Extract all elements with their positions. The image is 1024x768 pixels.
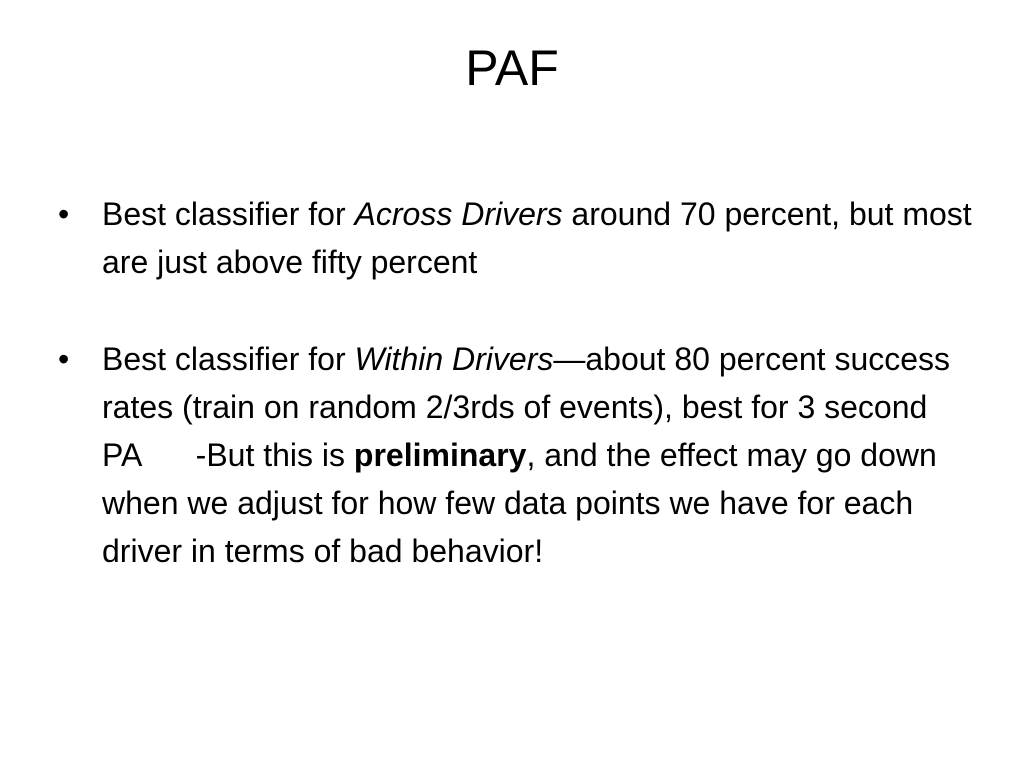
bullet-italic-term: Within Drivers — [354, 341, 554, 377]
bullet-within-drivers — [56, 335, 976, 575]
bullet-marker: • — [58, 196, 70, 232]
bullet-text: , and the effect may go down when we adjust for how few data points we have for each driver in terms of bad behavior! — [102, 437, 937, 569]
bullet-italic-term: Across Drivers — [354, 196, 563, 232]
bullet-text: around 70 percent, but most are just above fifty percent — [102, 196, 972, 280]
bullet-text: Best classifier for — [102, 341, 355, 377]
slide-title: PAF — [465, 40, 559, 96]
bullet-across-drivers — [56, 190, 976, 286]
bullet-text: —about 80 percent success rates (train on random 2/3rds of events), best for 3 second PA -But this is — [102, 341, 951, 473]
bullet-list — [56, 190, 976, 575]
bullet-text: Best classifier for — [102, 196, 355, 232]
bullet-bold-term: preliminary — [353, 437, 527, 473]
bullet-marker: • — [58, 341, 70, 377]
